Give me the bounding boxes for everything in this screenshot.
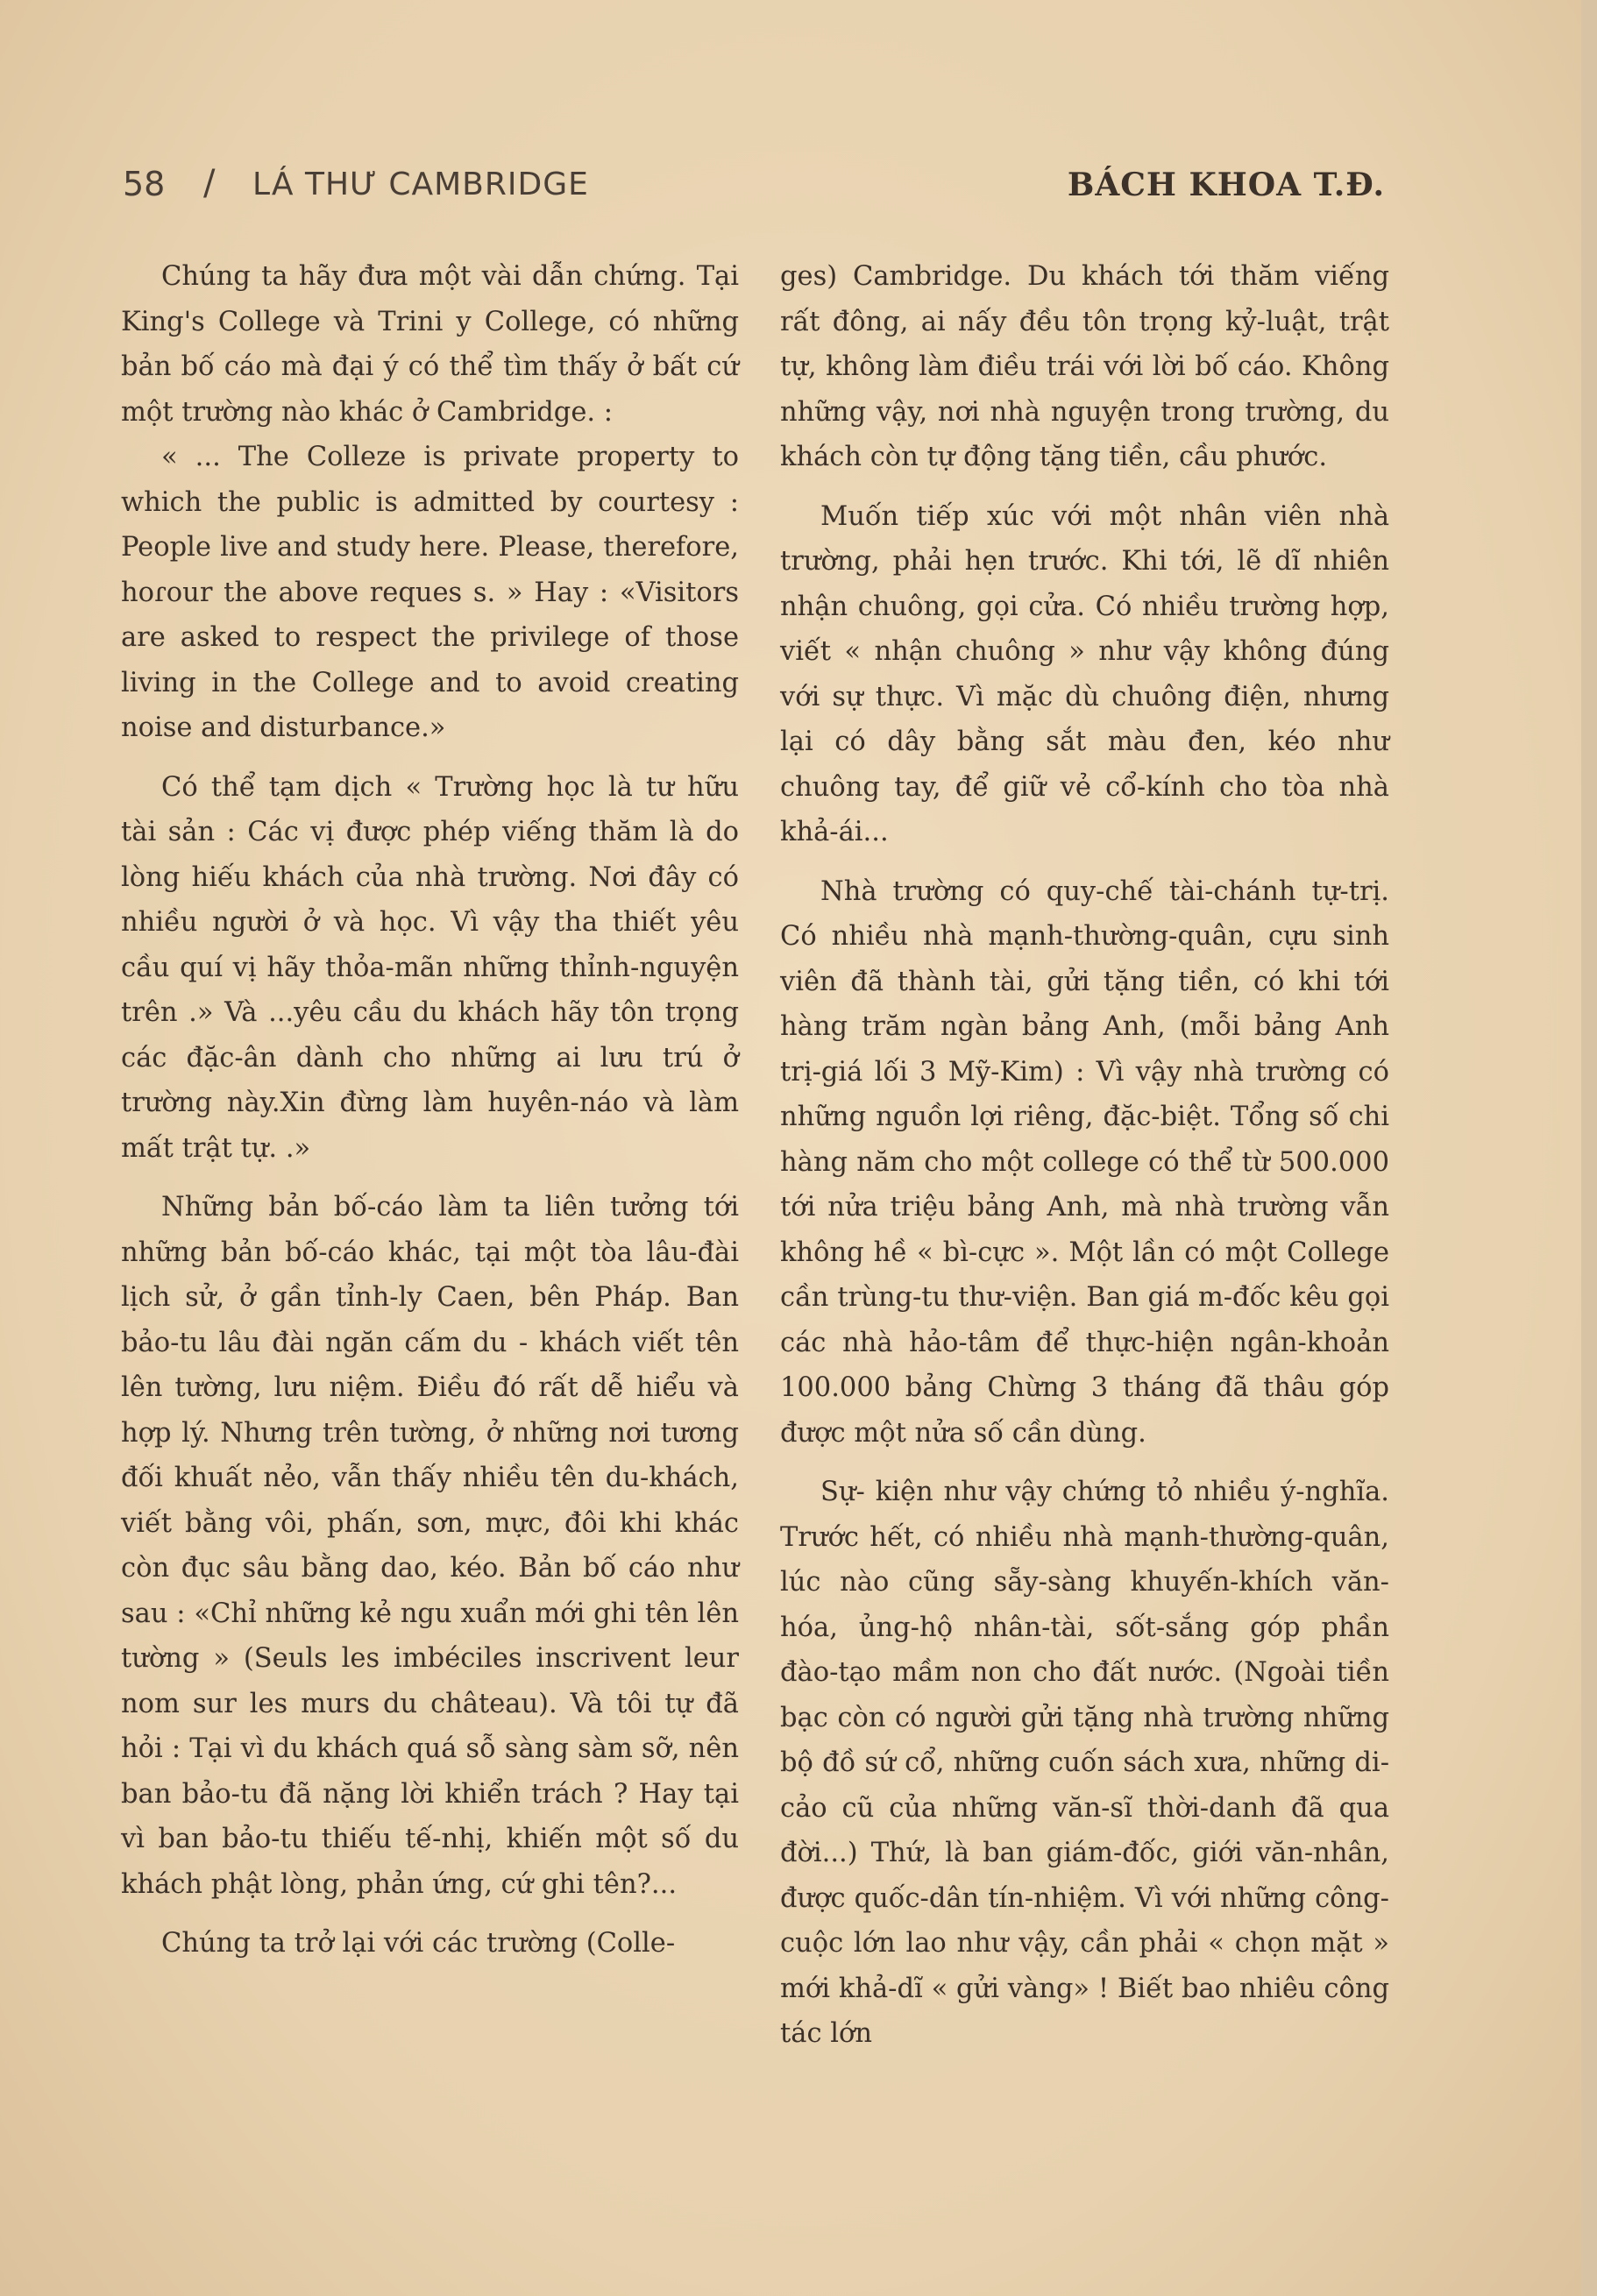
paragraph: Sự- kiện như vậy chứng tỏ nhiều ý-nghĩa. Trước hết, có nhiều nhà mạnh-thường-quân, lúc nào cũng sẵy-sàng khuyến-khích văn-hóa, ủng-hộ nhân-tài, sốt-sắng góp phần đào-tạo mầm non cho đất nước. (Ngoài tiền bạc còn có người gửi tặng nhà trường những bộ đồ sứ cổ, những cuốn sách xưa, những di-cảo cũ của những văn-sĩ thời-danh đã qua đời...) Thứ, là ban giám-đốc, giới văn-nhân, được quốc-dân tín-nhiệm. Vì với những công-cuộc lớn lao như vậy, cần phải « chọn mặt » mới khả-dĩ « gửi vàng» ! Biết bao nhiêu công tác lớn (780, 1477, 1389, 2049)
paragraph: Chúng ta hãy đưa một vài dẫn chứng. Tại King's College và Trini y College, có những bản bố cáo mà đại ý có thể tìm thấy ở bất cứ một trường nào khác ở Cambridge. : (121, 261, 739, 428)
paragraph: Muốn tiếp xúc với một nhân viên nhà trường, phải hẹn trước. Khi tới, lẽ dĩ nhiên nhận chuông, gọi cửa. Có nhiều trường hợp, viết « nhận chuông » như vậy không đúng với sự thực. Vì mặc dù chuông điện, nhưng lại có dây bằng sắt màu đen, kéo như chuông tay, để giữ vẻ cổ-kính cho tòa nhà khả-ái... (780, 500, 1389, 847)
header-separator: / (203, 163, 216, 203)
paragraph: Nhà trường có quy-chế tài-chánh tự-trị. Có nhiều nhà mạnh-thường-quân, cựu sinh viên đã thành tài, gửi tặng tiền, có khi tới hàng trăm ngàn bảng Anh, (mỗi bảng Anh trị-giá lối 3 Mỹ-Kim) : Vì vậy nhà trường có những nguồn lợi riêng, đặc-biệt. Tổng số chi hàng năm cho một college có thể từ 500.000 tới nửa triệu bảng Anh, mà nhà trường vẫn không hề « bì-cực ». Một lần có một College cần trùng-tu thư-viện. Ban giá m-đốc kêu gọi các nhà hảo-tâm để thực-hiện ngân-khoản 100.000 bảng Chừng 3 tháng đã thâu góp được một nửa số cần dùng. (780, 875, 1389, 1449)
paragraph: Những bản bố-cáo làm ta liên tưởng tới những bản bố-cáo khác, tại một tòa lâu-đài lịch sử, ở gần tỉnh-ly Caen, bên Pháp. Ban bảo-tu lâu đài ngăn cấm du - khách viết tên lên tường, lưu niệm. Điều đó rất dễ hiểu và hợp lý. Nhưng trên tường, ở những nơi tương đối khuất nẻo, vẫn thấy nhiều tên du-khách, viết bằng vôi, phấn, sơn, mực, đôi khi khác còn đục sâu bằng dao, kéo. Bản bố cáo như sau : «Chỉ những kẻ ngu xuẩn mới ghi tên lên tường » (Seuls les imbéciles inscrivent leur nom sur les murs du château). Và tôi tự đã hỏi : Tại vì du khách quá sỗ sàng sàm sỡ, nên ban bảo-tu đã nặng lời khiển trách ? Hay tại vì ban bảo-tu thiếu tế-nhị, khiến một số du khách phật lòng, phản ứng, cứ ghi tên?... (121, 1192, 739, 1900)
right-column (780, 254, 1389, 2057)
running-title: LÁ THƯ CAMBRIDGE (252, 167, 589, 202)
page-number: 58 (123, 165, 166, 203)
quoted-notice: « ... The Colleze is private property to which the public is admitted by courtesy : People live and study here. Please, therefore, hoɾour the above reques s. » Hay : «Visitors are asked to respect the privilege of those living in the College and to avoid creating noise and disturbance.» (121, 442, 739, 743)
journal-title: BÁCH KHOA T.Đ. (1067, 167, 1385, 203)
left-column (121, 254, 739, 1966)
page-edge (1581, 0, 1597, 2296)
paragraph: Có thể tạm dịch « Trường học là tư hữu tài sản : Các vị được phép viếng thăm là do lòng hiếu khách của nhà trường. Nơi đây có nhiều người ở và học. Vì vậy tha thiết yêu cầu quí vị hãy thỏa-mãn những thỉnh-nguyện trên .» Và ...yêu cầu du khách hãy tôn trọng các đặc-ân dành cho những ai lưu trú ở trường này.Xin đừng làm huyên-náo và làm mất trật tự. .» (121, 771, 739, 1164)
paragraph: Chúng ta trở lại với các trường (Colle- (161, 1928, 676, 1959)
page-header (123, 158, 1385, 210)
paragraph-continued: ges) Cambridge. Du khách tới thăm viếng rất đông, ai nấy đều tôn trọng kỷ-luật, trật tự, không làm điều trái với lời bố cáo. Không những vậy, nơi nhà nguyện trong trường, du khách còn tự động tặng tiền, cầu phước. (780, 261, 1389, 472)
